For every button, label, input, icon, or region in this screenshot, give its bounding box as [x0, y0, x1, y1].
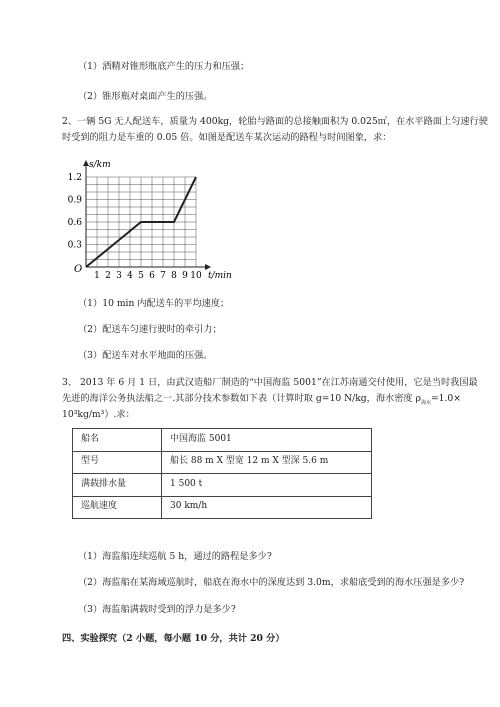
q3-item-2: （2）海监船在某海域巡航时，船底在海水中的深度达到 3.0m，求船底受到的海水压强是多少? — [78, 577, 465, 588]
x-tick-label: 6 — [149, 271, 155, 281]
x-tick-label: 1 — [94, 271, 100, 281]
q2-item-1: （1）10 min 内配送车的平均速度； — [78, 298, 230, 309]
x-axis-label: t/min — [208, 271, 232, 281]
q3-stem-line1: 3、 2013 年 6 月 1 日，由武汉造船厂制造的“中国海监 5001”在江苏南通交付使用，它是当时我国最 — [62, 377, 478, 388]
spec-key: 巡航速度 — [73, 496, 162, 519]
ship-spec-table — [72, 428, 372, 519]
spec-value: 中国海监 5001 — [162, 429, 372, 452]
x-tick-label: 9 — [182, 271, 188, 281]
q3-item-3: （3）海监船满载时受到的浮力是多少? — [78, 604, 236, 615]
origin-label: O — [74, 264, 83, 275]
spec-value: 1 500 t — [162, 474, 372, 497]
x-tick-label: 7 — [160, 271, 166, 281]
y-tick-label: 1.2 — [67, 173, 82, 183]
table-row — [73, 429, 372, 452]
rho-subscript: 海水 — [420, 399, 431, 406]
q2-item-2: （2）配送车匀速行驶时的牵引力； — [78, 324, 222, 335]
y-tick-label: 0.3 — [67, 240, 82, 251]
q3-stem-line2: 先进的海洋公务执法船之一.其部分技术参数如下表（计算时取 g=10 N/kg，海水密度 $\rho_{海水}=1.0\times$ — [62, 393, 461, 406]
x-tick-label: 5 — [138, 271, 144, 281]
x-tick-label: 3 — [116, 271, 122, 281]
y-tick-label: 0.9 — [67, 195, 82, 206]
q1-item-2: （2）锥形瓶对桌面产生的压强。 — [78, 91, 213, 102]
x-tick-label: 2 — [105, 271, 111, 281]
spec-value: 30 km/h — [162, 496, 372, 519]
q2-item-3: （3）配送车对水平地面的压强。 — [78, 350, 213, 361]
table-row — [73, 451, 372, 474]
section-4-heading: 四、实验探究（2 小题，每小题 10 分，共计 20 分） — [62, 633, 285, 644]
q2-stem-line2: 时受到的阻力是车重的 0.05 倍。如图是配送车某次运动的路程与时间图象，求： — [62, 132, 392, 143]
q3-stem-line3: 10³kg/m³）.求： — [62, 409, 135, 420]
y-tick-label: 0.6 — [67, 218, 82, 228]
q1-item-1: （1）酒精对锥形瓶底产生的压力和压强； — [78, 61, 250, 72]
spec-value: 船长 88 m X 型宽 12 m X 型深 5.6 m — [162, 451, 372, 474]
q3-item-1: （1）海监船连续巡航 5 h，通过的路程是多少? — [78, 551, 272, 562]
table-row — [73, 496, 372, 519]
x-tick-label: 8 — [171, 271, 177, 281]
y-axis-label: s/km — [89, 160, 111, 170]
spec-key: 满载排水量 — [73, 474, 162, 497]
x-tick-label: 4 — [127, 271, 133, 281]
spec-key: 型号 — [73, 451, 162, 474]
distance-time-chart — [58, 152, 238, 287]
spec-key: 船名 — [73, 429, 162, 452]
x-tick-label: 10 — [190, 271, 202, 281]
q2-stem-line1: 2、一辆 5G 无人配送车，质量为 400kg，轮胎与路面的总接触面积为 0.025㎡，在水平路面上匀速行驶 — [62, 116, 488, 127]
table-row — [73, 474, 372, 497]
